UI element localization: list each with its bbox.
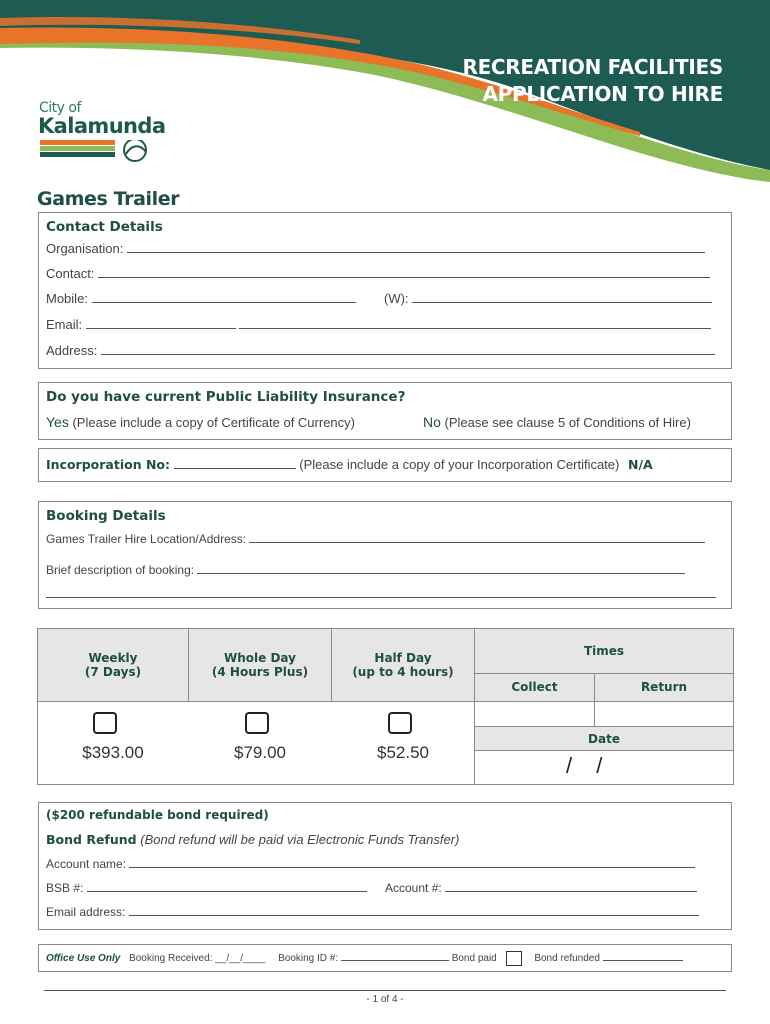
organisation-label: Organisation: bbox=[46, 241, 124, 256]
insurance-yes-note: (Please include a copy of Certificate of Currency) bbox=[72, 415, 355, 430]
booking-description-label: Brief description of booking: bbox=[46, 563, 195, 577]
times-header: Times bbox=[583, 644, 625, 658]
address-field[interactable] bbox=[46, 343, 715, 358]
whole-day-header: Whole Day (4 Hours Plus) bbox=[211, 651, 309, 679]
insurance-no-label: No bbox=[423, 414, 441, 430]
bond-refund-note: (Bond refund will be paid via Electronic Funds Transfer) bbox=[140, 832, 460, 847]
date-header: Date bbox=[588, 732, 620, 746]
insurance-no-note: (Please see clause 5 of Conditions of Hire) bbox=[444, 415, 691, 430]
work-phone-label: (W): bbox=[384, 291, 409, 306]
insurance-yes-option[interactable] bbox=[46, 414, 355, 430]
whole-day-price: $79.00 bbox=[234, 743, 286, 762]
contact-label: Contact: bbox=[46, 266, 95, 281]
booking-description-field[interactable] bbox=[46, 562, 685, 577]
insurance-question: Do you have current Public Liability Insurance? bbox=[46, 389, 406, 405]
address-label: Address: bbox=[46, 343, 98, 358]
footer-divider bbox=[44, 990, 726, 991]
email-label: Email: bbox=[46, 317, 83, 332]
office-use-label: Office Use Only bbox=[46, 953, 121, 965]
form-title: Games Trailer bbox=[37, 188, 180, 210]
bond-refunded-label: Bond refunded bbox=[534, 953, 600, 965]
office-use-line bbox=[46, 951, 683, 966]
half-day-header: Half Day (up to 4 hours) bbox=[352, 651, 454, 679]
contact-field[interactable] bbox=[46, 266, 710, 281]
hire-location-label: Games Trailer Hire Location/Address: bbox=[46, 532, 247, 546]
account-name-label: Account name: bbox=[46, 857, 127, 871]
contact-details-section bbox=[38, 212, 732, 369]
booking-received-value[interactable]: __/__/____ bbox=[215, 953, 266, 965]
account-name-field[interactable] bbox=[46, 856, 695, 871]
organisation-field[interactable] bbox=[46, 241, 705, 256]
half-day-price: $52.50 bbox=[377, 743, 429, 762]
bond-email-label: Email address: bbox=[46, 905, 126, 919]
incorporation-na: N/A bbox=[627, 457, 653, 472]
hire-location-field[interactable] bbox=[46, 531, 705, 546]
logo-city-of: City of bbox=[39, 100, 81, 116]
bond-section bbox=[38, 802, 732, 930]
insurance-section bbox=[38, 382, 732, 440]
logo-emblem-icon bbox=[40, 140, 160, 166]
office-use-section bbox=[38, 944, 732, 972]
collect-time-input[interactable] bbox=[476, 703, 593, 725]
booking-details-heading: Booking Details bbox=[46, 508, 166, 524]
email-field[interactable] bbox=[46, 317, 711, 332]
bond-refund-line bbox=[46, 832, 459, 847]
booking-id-label: Booking ID #: bbox=[278, 953, 339, 965]
bond-paid-label: Bond paid bbox=[451, 953, 497, 965]
booking-details-section bbox=[38, 501, 732, 609]
incorporation-section bbox=[38, 448, 732, 482]
incorporation-label: Incorporation No: bbox=[46, 457, 170, 472]
incorporation-note: (Please include a copy of your Incorporation Certificate) bbox=[299, 457, 620, 472]
return-time-input[interactable] bbox=[596, 703, 732, 725]
booking-received-label: Booking Received: bbox=[129, 953, 213, 965]
title-line-1: RECREATION FACILITIES bbox=[462, 55, 723, 79]
insurance-no-option[interactable] bbox=[423, 414, 691, 430]
account-number-label: Account #: bbox=[385, 881, 442, 895]
bond-refund-label: Bond Refund bbox=[46, 832, 137, 847]
weekly-price: $393.00 bbox=[82, 743, 144, 762]
insurance-yes-label: Yes bbox=[46, 414, 69, 430]
mobile-label: Mobile: bbox=[46, 291, 88, 306]
return-header: Return bbox=[640, 680, 688, 694]
weekly-checkbox[interactable] bbox=[93, 712, 117, 734]
whole-day-checkbox[interactable] bbox=[245, 712, 269, 734]
booking-description-line-2[interactable] bbox=[46, 586, 716, 601]
collect-header: Collect bbox=[511, 680, 558, 694]
mobile-field[interactable] bbox=[46, 291, 356, 306]
contact-details-heading: Contact Details bbox=[46, 219, 163, 235]
bsb-field[interactable] bbox=[46, 880, 367, 895]
incorporation-field[interactable] bbox=[46, 457, 653, 472]
weekly-header: Weekly (7 Days) bbox=[84, 651, 142, 679]
logo-kalamunda: Kalamunda bbox=[38, 114, 166, 138]
title-line-2: APPLICATION TO HIRE bbox=[482, 82, 723, 106]
page-number: - 1 of 4 - bbox=[366, 994, 404, 1005]
bond-paid-checkbox[interactable] bbox=[506, 951, 522, 966]
work-phone-field[interactable] bbox=[384, 291, 712, 306]
half-day-checkbox[interactable] bbox=[388, 712, 412, 734]
bond-email-field[interactable] bbox=[46, 904, 699, 919]
bsb-label: BSB #: bbox=[46, 881, 84, 895]
bond-required-text: ($200 refundable bond required) bbox=[46, 808, 269, 822]
date-input[interactable]: / / bbox=[566, 753, 603, 778]
account-number-field[interactable] bbox=[385, 880, 697, 895]
